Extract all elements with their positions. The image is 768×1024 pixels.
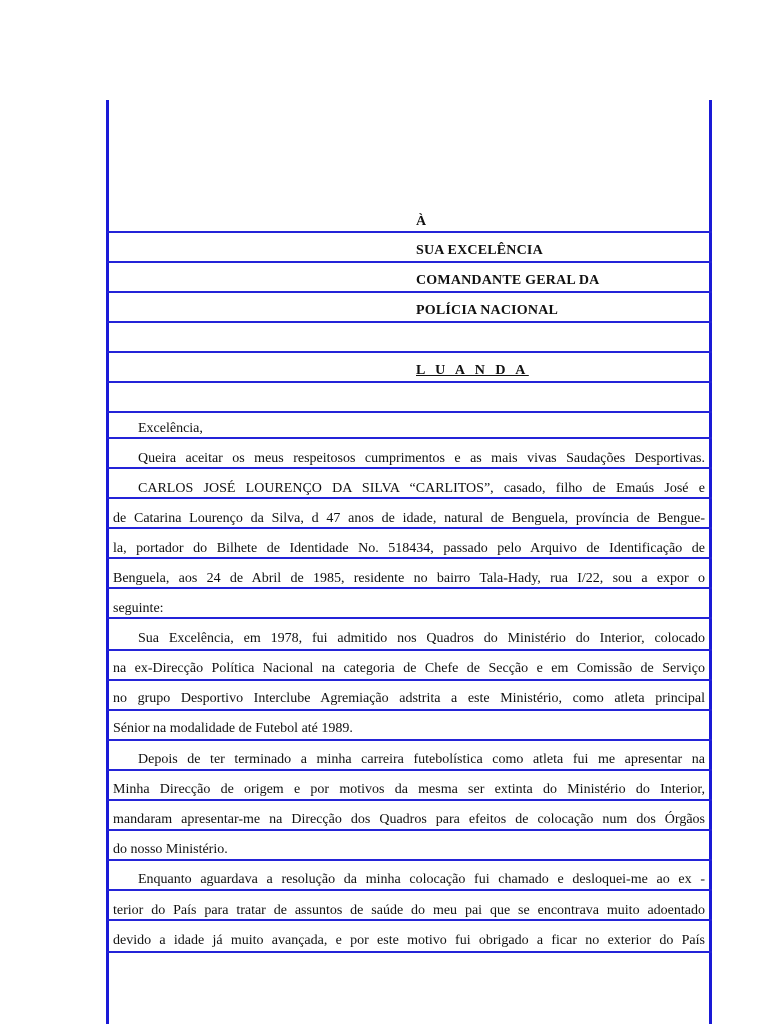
ruled-line [107, 799, 712, 801]
greeting: Queira aceitar os meus respeitosos cumprimentos e as mais vivas Saudações Desportivas. [138, 451, 705, 466]
salutation: Excelência, [138, 421, 203, 436]
paragraph-3-line: Minha Direcção de origem e por motivos da mesma ser extinta do Ministério do Interior, [113, 782, 705, 797]
address-line-title: SUA EXCELÊNCIA [416, 243, 543, 258]
paragraph-4-line: Enquanto aguardava a resolução da minha colocação fui chamado e desloquei-me ao ex - [138, 872, 705, 887]
ruled-line [107, 739, 712, 741]
ruled-line [107, 291, 712, 293]
right-margin-rule [709, 100, 712, 1024]
ruled-line [107, 679, 712, 681]
ruled-line [107, 231, 712, 233]
ruled-line [107, 709, 712, 711]
paragraph-2-line: no grupo Desportivo Interclube Agremiação adstrita a este Ministério, como atleta principal [113, 691, 705, 706]
paragraph-2-line: Sua Excelência, em 1978, fui admitido nos Quadros do Ministério do Interior, colocado [138, 631, 705, 646]
address-city: L U A N D A [416, 363, 529, 378]
ruled-line [107, 411, 712, 413]
address-line-role: COMANDANTE GERAL DA [416, 273, 600, 288]
address-line-institution: POLÍCIA NACIONAL [416, 303, 559, 318]
ruled-line [107, 859, 712, 861]
ruled-line [107, 889, 712, 891]
paragraph-1-line: de Catarina Lourenço da Silva, d 47 anos de idade, natural de Benguela, província de Bengue- [113, 511, 705, 526]
paragraph-3-line: mandaram apresentar-me na Direcção dos Quadros para efeitos de colocação num dos Órgãos [113, 812, 705, 827]
ruled-line [107, 769, 712, 771]
ruled-line [107, 351, 712, 353]
paragraph-4-line: terior do País para tratar de assuntos de saúde do meu pai que se encontrava muito adoentado [113, 903, 705, 918]
ruled-line [107, 649, 712, 651]
ruled-line [107, 381, 712, 383]
paragraph-4-line: devido a idade já muito avançada, e por este motivo fui obrigado a ficar no exterior do País [113, 933, 705, 948]
ruled-line [107, 829, 712, 831]
paragraph-2-line: Sénior na modalidade de Futebol até 1989. [113, 721, 353, 736]
paragraph-3-line: do nosso Ministério. [113, 842, 228, 857]
ruled-line [107, 261, 712, 263]
paragraph-3-line: Depois de ter terminado a minha carreira futebolística como atleta fui me apresentar na [138, 752, 705, 767]
address-line-to: À [416, 214, 427, 229]
paragraph-2-line: na ex-Direcção Política Nacional na categoria de Chefe de Secção e em Comissão de Serviço [113, 661, 705, 676]
paragraph-1-line: CARLOS JOSÉ LOURENÇO DA SILVA “CARLITOS”, casado, filho de Emaús José e [138, 481, 705, 496]
ruled-line [107, 321, 712, 323]
ruled-line [107, 951, 712, 953]
left-margin-rule [106, 100, 109, 1024]
paragraph-1-line: la, portador do Bilhete de Identidade No. 518434, passado pelo Arquivo de Identificação de [113, 541, 705, 556]
paragraph-1-line: seguinte: [113, 601, 164, 616]
paragraph-1-line: Benguela, aos 24 de Abril de 1985, residente no bairro Tala-Hady, rua I/22, sou a expor o [113, 571, 705, 586]
